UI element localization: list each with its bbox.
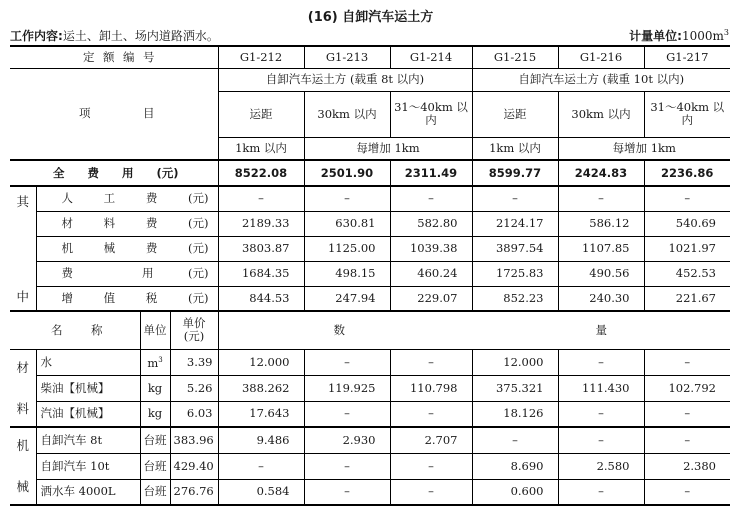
quantity-header (218, 311, 730, 349)
cost-label-char: 税 (145, 290, 158, 305)
material-qty: 388.262 (218, 375, 304, 401)
work-content (10, 27, 219, 44)
cost-label (36, 261, 218, 286)
material-name: 水 (36, 349, 140, 375)
quantity-header-char: 数 (333, 322, 345, 337)
cost-value: 540.69 (644, 211, 730, 236)
cost-label-char: 料 (103, 216, 116, 230)
material-qty: – (304, 349, 390, 375)
cost-label-char: 械 (103, 241, 116, 255)
page-title: (16) 自卸汽车运土方 (307, 10, 434, 25)
cost-value: – (390, 186, 472, 211)
cost-label-char: (元) (188, 191, 209, 206)
cost-label-char: 费 (145, 241, 158, 255)
machine-qty: 8.690 (472, 453, 558, 479)
code-label-char: 编 (123, 49, 135, 64)
material-qty: 17.643 (218, 401, 304, 427)
distance-unit: 1km 以内 (218, 137, 304, 160)
qizhong-char: 其 (16, 193, 29, 209)
sub-label: 运距 (472, 91, 558, 137)
cost-value: 498.15 (304, 261, 390, 286)
cost-value: 630.81 (304, 211, 390, 236)
machine-unit: 台班 (140, 453, 170, 479)
machine-row (10, 427, 730, 453)
total-value: 2501.90 (304, 160, 390, 186)
cost-row (10, 286, 730, 311)
distance-unit: 1km 以内 (472, 137, 558, 160)
measurement-unit-label: 计量单位: (629, 29, 682, 43)
material-qty: 375.321 (472, 375, 558, 401)
work-content-text: 运土、卸土、场内道路洒水。 (62, 29, 219, 43)
item-label-char: 目 (143, 106, 155, 121)
cost-value: 2124.17 (472, 211, 558, 236)
material-unit: kg (140, 375, 170, 401)
material-unit-text: m (147, 355, 159, 370)
cost-value: 247.94 (304, 286, 390, 311)
resource-header-row (10, 311, 730, 349)
cost-label-char: (元) (188, 216, 209, 230)
cost-label-char: 用 (142, 266, 154, 280)
group-row (10, 68, 730, 91)
cost-row (10, 261, 730, 286)
cost-label (36, 186, 218, 211)
machine-qty: – (390, 479, 472, 505)
sub-label: 31～40km 以内 (644, 91, 730, 137)
material-qty: – (390, 349, 472, 375)
material-row (10, 349, 730, 375)
price-header-line1: 单价 (182, 316, 206, 331)
total-value: 8522.08 (218, 160, 304, 186)
cost-value: 1125.00 (304, 236, 390, 261)
total-value: 2236.86 (644, 160, 730, 186)
material-qty: – (644, 401, 730, 427)
machine-row (10, 453, 730, 479)
material-qty: 111.430 (558, 375, 644, 401)
total-row (10, 160, 730, 186)
machine-unit: 台班 (140, 427, 170, 453)
machine-unit: 台班 (140, 479, 170, 505)
sub-label: 30km 以内 (558, 91, 644, 137)
cost-value: 452.53 (644, 261, 730, 286)
cost-value: 460.24 (390, 261, 472, 286)
cost-value: 586.12 (558, 211, 644, 236)
code-label-char: 定 (83, 49, 95, 64)
cost-value: 1039.38 (390, 236, 472, 261)
work-content-label: 工作内容: (10, 29, 63, 43)
resource-price-header (170, 311, 218, 349)
qizhong-char: 中 (16, 288, 29, 304)
material-unit (140, 349, 170, 375)
machine-price: 276.76 (170, 479, 218, 505)
cost-value: 490.56 (558, 261, 644, 286)
machine-qty: 2.580 (558, 453, 644, 479)
material-unit-sup: 3 (158, 356, 163, 365)
code-cell: G1-215 (472, 46, 558, 68)
cost-label (36, 286, 218, 311)
cost-value: 844.53 (218, 286, 304, 311)
machine-name: 洒水车 4000L (36, 479, 140, 505)
machine-side-char: 机 (16, 438, 29, 453)
cost-label-char: (元) (188, 290, 209, 305)
material-row (10, 375, 730, 401)
machine-qty: – (558, 479, 644, 505)
material-qty: 12.000 (218, 349, 304, 375)
machine-qty: – (644, 479, 730, 505)
material-price: 5.26 (170, 375, 218, 401)
quantity-header-char: 量 (595, 322, 607, 337)
sub-label: 31～40km 以内 (390, 91, 472, 137)
cost-value: 1684.35 (218, 261, 304, 286)
machine-qty: 0.584 (218, 479, 304, 505)
cost-label-char: 材 (61, 216, 73, 230)
material-side-char: 材 (16, 359, 29, 375)
material-side-char: 料 (16, 400, 29, 416)
cost-label-char: 费 (61, 266, 73, 280)
material-price: 6.03 (170, 401, 218, 427)
machine-name: 自卸汽车 10t (36, 453, 140, 479)
cost-label-char: 增 (61, 290, 73, 305)
distance-unit: 每增加 1km (558, 137, 730, 160)
total-value: 8599.77 (472, 160, 558, 186)
cost-value: 2189.33 (218, 211, 304, 236)
material-qty: 110.798 (390, 375, 472, 401)
total-value: 2311.49 (390, 160, 472, 186)
machine-qty: – (558, 427, 644, 453)
machine-qty: 0.600 (472, 479, 558, 505)
code-cell: G1-214 (390, 46, 472, 68)
machine-qty: – (390, 453, 472, 479)
material-qty: 102.792 (644, 375, 730, 401)
resource-unit-header: 单位 (140, 311, 170, 349)
machine-qty: – (472, 427, 558, 453)
cost-label-char: 费 (145, 191, 158, 206)
machine-name: 自卸汽车 8t (36, 427, 140, 453)
cost-value: 3803.87 (218, 236, 304, 261)
machine-qty: 9.486 (218, 427, 304, 453)
code-label (10, 46, 218, 68)
code-cell: G1-213 (304, 46, 390, 68)
code-label-char: 号 (143, 49, 155, 64)
cost-row (10, 236, 730, 261)
cost-row (10, 186, 730, 211)
total-label-char: 全 (53, 165, 65, 180)
item-label (10, 68, 218, 160)
machine-qty: – (218, 453, 304, 479)
cost-label-char: 费 (145, 216, 158, 230)
machine-qty: – (644, 427, 730, 453)
measurement-unit (629, 27, 729, 44)
resource-name-char: 名 (51, 322, 63, 337)
material-qty: – (644, 349, 730, 375)
machine-price: 383.96 (170, 427, 218, 453)
material-qty: – (304, 401, 390, 427)
cost-value: 1107.85 (558, 236, 644, 261)
machine-side-char: 械 (16, 479, 29, 494)
cost-value: – (218, 186, 304, 211)
distance-unit: 每增加 1km (304, 137, 472, 160)
cost-label-char: 机 (61, 241, 73, 255)
code-cell: G1-212 (218, 46, 304, 68)
cost-label-char: (元) (188, 241, 209, 255)
machine-qty: 2.930 (304, 427, 390, 453)
cost-value: 3897.54 (472, 236, 558, 261)
measurement-unit-value: 1000m (681, 29, 724, 43)
quota-table (10, 45, 730, 506)
cost-label-char: (元) (188, 266, 209, 280)
code-cell: G1-216 (558, 46, 644, 68)
qizhong-label (10, 186, 36, 311)
material-qty: 18.126 (472, 401, 558, 427)
material-unit: kg (140, 401, 170, 427)
cost-label-char: 值 (103, 290, 116, 305)
cost-label (36, 211, 218, 236)
group-8t: 自卸汽车运土方 (载重 8t 以内) (218, 68, 472, 91)
material-name: 柴油【机械】 (36, 375, 140, 401)
resource-name-char: 称 (91, 322, 103, 337)
cost-value: – (644, 186, 730, 211)
machine-qty: – (304, 479, 390, 505)
machine-qty: 2.707 (390, 427, 472, 453)
machine-side-label (10, 427, 36, 505)
item-label-char: 项 (79, 106, 91, 121)
group-10t: 自卸汽车运土方 (载重 10t 以内) (472, 68, 730, 91)
cost-value: 221.67 (644, 286, 730, 311)
material-name: 汽油【机械】 (36, 401, 140, 427)
material-row (10, 401, 730, 427)
machine-qty: 2.380 (644, 453, 730, 479)
price-header-line2: (元) (183, 329, 205, 344)
material-qty: – (558, 349, 644, 375)
measurement-unit-sup: 3 (723, 28, 729, 37)
material-side-label (10, 349, 36, 427)
code-cell: G1-217 (644, 46, 730, 68)
material-qty: 12.000 (472, 349, 558, 375)
machine-qty: – (304, 453, 390, 479)
cost-label-char: 工 (103, 191, 116, 206)
cost-label-char: 人 (61, 191, 73, 206)
cost-value: – (558, 186, 644, 211)
cost-value: 1021.97 (644, 236, 730, 261)
cost-value: 240.30 (558, 286, 644, 311)
code-label-char: 额 (103, 49, 115, 64)
sub-label: 运距 (218, 91, 304, 137)
material-qty: 119.925 (304, 375, 390, 401)
cost-value: – (304, 186, 390, 211)
total-label-char: 用 (121, 165, 134, 180)
total-label-char: (元) (156, 165, 179, 180)
total-label (10, 160, 218, 186)
cost-row (10, 211, 730, 236)
machine-price: 429.40 (170, 453, 218, 479)
material-price: 3.39 (170, 349, 218, 375)
material-qty: – (390, 401, 472, 427)
cost-value: – (472, 186, 558, 211)
total-value: 2424.83 (558, 160, 644, 186)
sub-label: 30km 以内 (304, 91, 390, 137)
cost-value: 852.23 (472, 286, 558, 311)
code-row (10, 46, 730, 68)
cost-value: 1725.83 (472, 261, 558, 286)
cost-value: 582.80 (390, 211, 472, 236)
cost-label (36, 236, 218, 261)
resource-name-header (10, 311, 140, 349)
machine-row (10, 479, 730, 505)
material-qty: – (558, 401, 644, 427)
cost-value: 229.07 (390, 286, 472, 311)
total-label-char: 费 (87, 165, 99, 180)
